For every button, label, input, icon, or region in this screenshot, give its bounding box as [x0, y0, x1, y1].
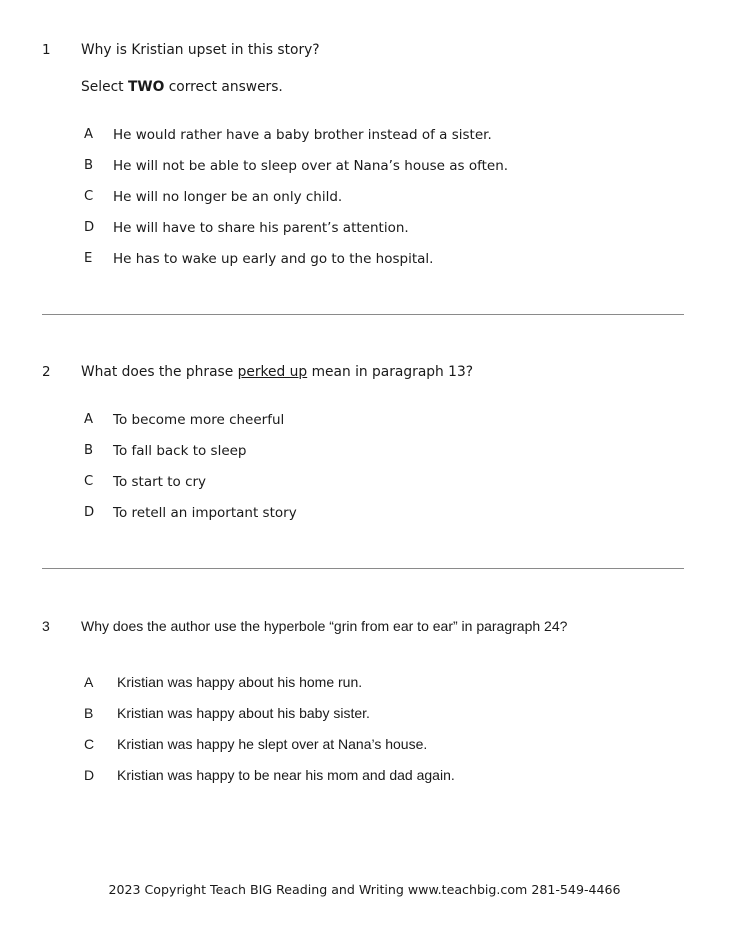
question-1-option-a[interactable]	[0, 125, 729, 145]
option-text: He has to wake up early and go to the hospital.	[113, 251, 434, 267]
question-1-instruction-prefix: Select	[81, 79, 128, 95]
footer-copyright-text: 2023 Copyright Teach BIG Reading and Writing www.teachbig.com 281-549-4466	[108, 882, 621, 897]
option-letter: C	[84, 189, 94, 204]
question-2-underlined-phrase: perked up	[237, 364, 308, 380]
question-2-number: 2	[42, 364, 51, 380]
option-text: To fall back to sleep	[113, 443, 247, 459]
option-text: To start to cry	[113, 474, 207, 490]
option-letter: D	[84, 220, 95, 235]
question-2-option-b[interactable]	[0, 441, 729, 461]
option-text: He will no longer be an only child.	[113, 189, 343, 205]
question-1-option-d[interactable]	[0, 218, 729, 238]
question-2-prompt	[81, 362, 699, 382]
option-letter: E	[84, 251, 93, 266]
option-text: He would rather have a baby brother instead of a sister.	[113, 127, 492, 143]
question-2-prompt-after: mean in paragraph 13?	[307, 364, 474, 380]
option-letter: D	[84, 505, 95, 520]
question-block-3	[0, 616, 729, 783]
question-1-option-c[interactable]	[0, 187, 729, 207]
option-text: He will not be able to sleep over at Nana’s house as often.	[113, 158, 509, 174]
question-1-instruction-suffix: correct answers.	[164, 79, 283, 95]
question-3-header	[0, 616, 729, 638]
option-letter: C	[84, 474, 94, 489]
question-2-header	[0, 362, 729, 384]
question-3-option-b[interactable]	[0, 703, 729, 723]
option-letter: C	[84, 736, 95, 752]
option-text: To become more cheerful	[113, 412, 285, 428]
question-1-number: 1	[42, 42, 51, 58]
option-letter: A	[84, 412, 94, 427]
option-letter: A	[84, 127, 94, 142]
option-text: Kristian was happy about his baby sister.	[117, 705, 370, 721]
option-text: To retell an important story	[113, 505, 297, 521]
question-3-option-d[interactable]	[0, 765, 729, 785]
question-3-number: 3	[42, 618, 50, 634]
option-letter: B	[84, 158, 94, 173]
question-1-instruction-emphasis: TWO	[127, 79, 165, 95]
question-block-1	[0, 40, 729, 267]
question-block-2	[0, 362, 729, 521]
section-divider-1	[42, 314, 684, 315]
option-text: Kristian was happy he slept over at Nana’s house.	[117, 736, 428, 752]
page-footer	[0, 881, 729, 899]
question-1-header	[0, 40, 729, 62]
option-letter: D	[84, 767, 95, 783]
question-2-prompt-before: What does the phrase	[81, 364, 238, 380]
option-text: He will have to share his parent’s attention.	[113, 220, 409, 236]
option-letter: B	[84, 443, 94, 458]
question-3-prompt: Why does the author use the hyperbole “grin from ear to ear” in paragraph 24?	[81, 618, 568, 634]
question-3-option-c[interactable]	[0, 734, 729, 754]
option-text: Kristian was happy to be near his mom and dad again.	[117, 767, 455, 783]
question-1-prompt: Why is Kristian upset in this story?	[81, 42, 320, 58]
question-1-option-b[interactable]	[0, 156, 729, 176]
question-3-option-a[interactable]	[0, 672, 729, 692]
question-1-option-e[interactable]	[0, 249, 729, 269]
option-letter: B	[84, 705, 94, 721]
option-letter: A	[84, 674, 94, 690]
question-2-option-d[interactable]	[0, 503, 729, 523]
question-2-option-a[interactable]	[0, 410, 729, 430]
question-1-instruction	[81, 77, 283, 97]
section-divider-2	[42, 568, 684, 569]
option-text: Kristian was happy about his home run.	[117, 674, 363, 690]
question-2-option-c[interactable]	[0, 472, 729, 492]
